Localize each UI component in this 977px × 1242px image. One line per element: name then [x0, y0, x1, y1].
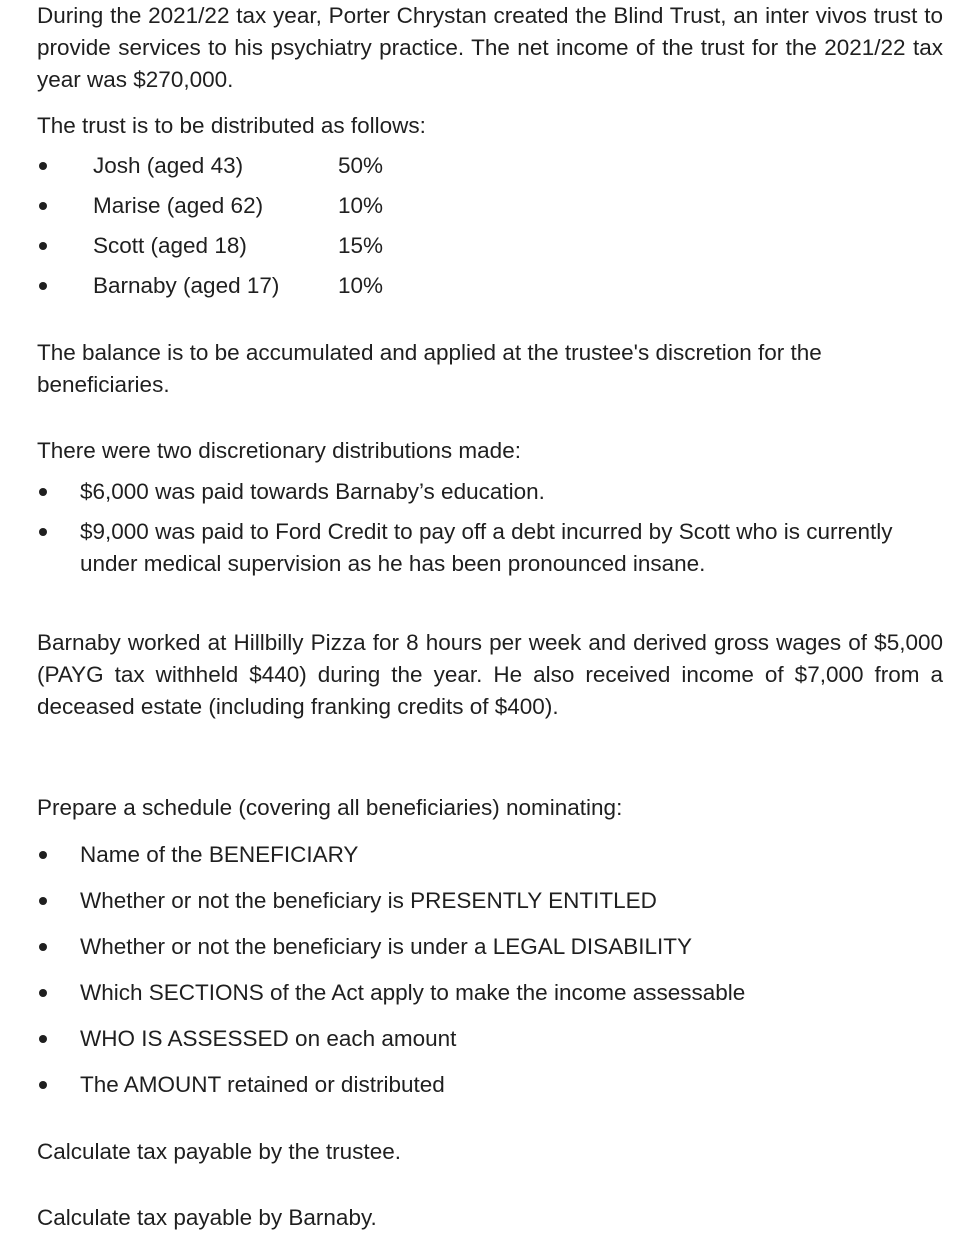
beneficiary-percent: 10%: [338, 193, 384, 218]
bullet-icon: [37, 931, 49, 963]
schedule-item: [37, 885, 943, 917]
discretionary-item-text: $9,000 was paid to Ford Credit to pay off a debt incurred by Scott who is currently under medical supervision as he has been pronounced insane.: [80, 519, 893, 576]
beneficiary-name: Marise (aged 62): [93, 193, 264, 218]
distribution-heading: The trust is to be distributed as follows:: [37, 113, 426, 138]
schedule-item-text: Whether or not the beneficiary is under a LEGAL DISABILITY: [80, 934, 692, 959]
discretionary-item: [37, 476, 943, 508]
bullet-icon: [37, 150, 49, 182]
beneficiary-percent: 50%: [338, 153, 384, 178]
schedule-item-text: Which SECTIONS of the Act apply to make the income assessable: [80, 980, 746, 1005]
bullet-icon: [37, 230, 49, 262]
bullet-icon: [37, 476, 49, 508]
bullet-icon: [37, 839, 49, 871]
discretionary-heading: There were two discretionary distributions made:: [37, 438, 521, 463]
schedule-item: [37, 839, 943, 871]
beneficiary-percent: 15%: [338, 233, 384, 258]
beneficiary-name: Scott (aged 18): [93, 233, 247, 258]
bullet-icon: [37, 270, 49, 302]
share-row-josh: [37, 150, 537, 182]
beneficiary-name: Josh (aged 43): [93, 153, 244, 178]
discretionary-item-text: $6,000 was paid towards Barnaby’s education.: [80, 479, 545, 504]
schedule-item: [37, 931, 943, 963]
calc-barnaby-instruction: Calculate tax payable by Barnaby.: [37, 1205, 377, 1230]
bullet-icon: [37, 1023, 49, 1055]
balance-paragraph: The balance is to be accumulated and applied at the trustee's discretion for the beneficiaries.: [37, 340, 822, 397]
bullet-icon: [37, 190, 49, 222]
schedule-item: [37, 977, 943, 1009]
intro-paragraph: During the 2021/22 tax year, Porter Chrystan created the Blind Trust, an inter vivos trust to provide services to his psychiatry practice. The net income of the trust for the 2021/22 tax year was $270,000.: [37, 3, 943, 92]
calc-trustee-instruction: Calculate tax payable by the trustee.: [37, 1139, 401, 1164]
bullet-icon: [37, 1069, 49, 1101]
share-row-marise: [37, 190, 537, 222]
beneficiary-percent: 10%: [338, 273, 384, 298]
schedule-item-text: Whether or not the beneficiary is PRESENTLY ENTITLED: [80, 888, 657, 913]
barnaby-paragraph: Barnaby worked at Hillbilly Pizza for 8 hours per week and derived gross wages of $5,000 (PAYG tax withheld $440) during the year. He also received income of $7,000 from a deceased estate (including franking credits of $400).: [37, 630, 943, 719]
share-row-scott: [37, 230, 537, 262]
share-row-barnaby: [37, 270, 537, 302]
schedule-item-text: Name of the BENEFICIARY: [80, 842, 359, 867]
bullet-icon: [37, 885, 49, 917]
prepare-heading: Prepare a schedule (covering all beneficiaries) nominating:: [37, 795, 623, 820]
schedule-item-text: The AMOUNT retained or distributed: [80, 1072, 445, 1097]
schedule-item: [37, 1023, 943, 1055]
bullet-icon: [37, 977, 49, 1009]
bullet-icon: [37, 516, 49, 548]
schedule-item: [37, 1069, 943, 1101]
discretionary-item: [37, 516, 943, 580]
beneficiary-name: Barnaby (aged 17): [93, 273, 280, 298]
schedule-item-text: WHO IS ASSESSED on each amount: [80, 1026, 457, 1051]
